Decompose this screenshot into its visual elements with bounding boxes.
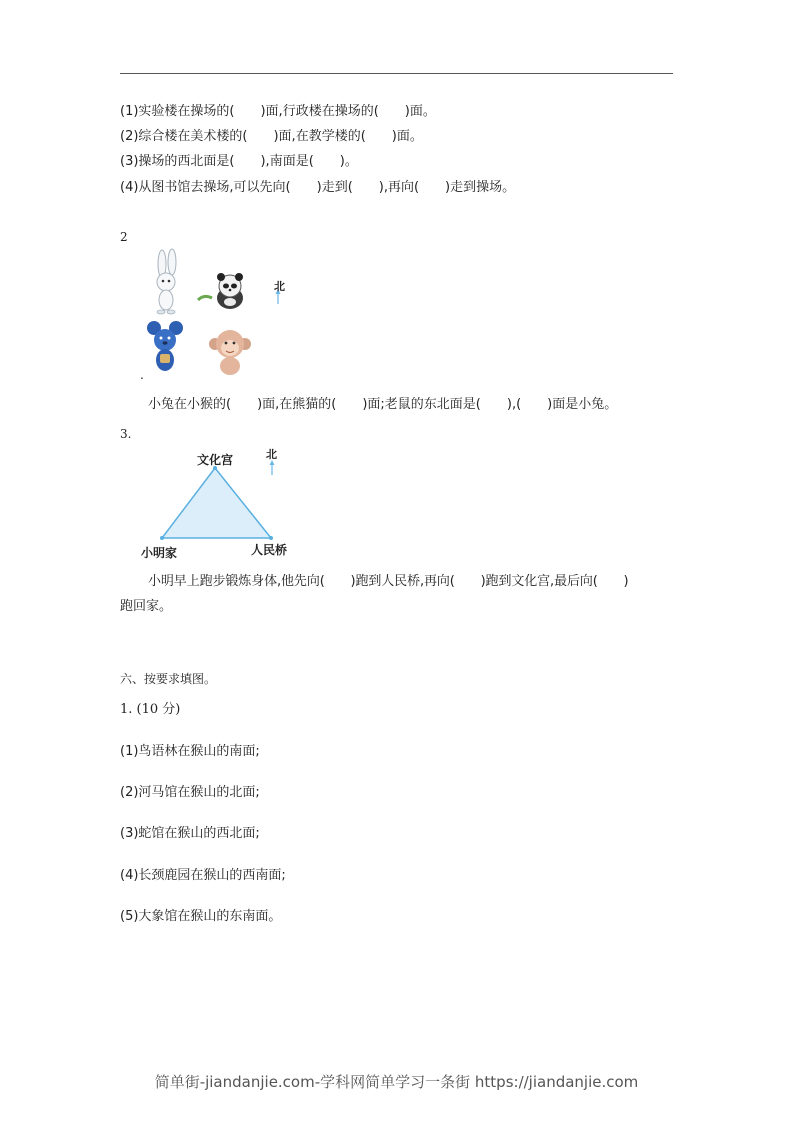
- q1-line-2: (2)综合楼在美术楼的( )面,在教学楼的( )面。: [120, 129, 423, 144]
- q1-line-4: (4)从图书馆去操场,可以先向( )走到( ),再向( )走到操场。: [120, 180, 516, 195]
- place-bridge: 人民桥: [251, 543, 288, 557]
- q3-number: 3.: [120, 427, 132, 441]
- monkey-icon: [209, 330, 251, 375]
- q1-line-3: (3)操场的西北面是( ),南面是( )。: [120, 154, 358, 169]
- q2-sentence: 小兔在小猴的( )面,在熊猫的( )面;老鼠的东北面是( ),( )面是小兔。: [148, 397, 618, 412]
- bridge-point: [269, 536, 273, 540]
- section6-item-1: (1)鸟语林在猴山的南面;: [120, 744, 260, 759]
- section6-item-2: (2)河马馆在猴山的北面;: [120, 785, 260, 800]
- q3-sentence-line-1: 小明早上跑步锻炼身体,他先向( )跑到人民桥,再向( )跑到文化宫,最后向( ): [148, 574, 629, 589]
- q3-sentence-line-2: 跑回家。: [120, 599, 173, 614]
- north-arrow-icon: [270, 460, 275, 475]
- mouse-icon: [147, 321, 183, 371]
- section6-item-4: (4)长颈鹿园在猴山的西南面;: [120, 868, 286, 883]
- section6-item-5: (5)大象馆在猴山的东南面。: [120, 909, 282, 924]
- page-footer: 简单街-jiandanjie.com-学科网简单学习一条街 https://jiandanjie.com: [154, 1073, 639, 1091]
- panda-icon: [198, 273, 243, 309]
- q2-number: 2: [120, 230, 128, 244]
- home-point: [160, 536, 164, 540]
- route-triangle: [162, 468, 271, 538]
- q1-line-1: (1)实验楼在操场的( )面,行政楼在操场的( )面。: [120, 104, 436, 119]
- q3-north-label: 北: [266, 448, 277, 461]
- rabbit-icon: [157, 249, 176, 314]
- header-rule: [120, 73, 673, 74]
- section6-heading: 六、按要求填图。: [120, 672, 217, 686]
- place-culture-palace: 文化宫: [197, 453, 234, 467]
- q2-north-label: 北: [274, 280, 285, 293]
- place-home: 小明家: [141, 546, 178, 560]
- section6-q1-title: 1. (10 分): [120, 702, 181, 717]
- q2-dot: .: [140, 368, 144, 382]
- section6-item-3: (3)蛇馆在猴山的西北面;: [120, 826, 260, 841]
- animal-map: [140, 248, 300, 378]
